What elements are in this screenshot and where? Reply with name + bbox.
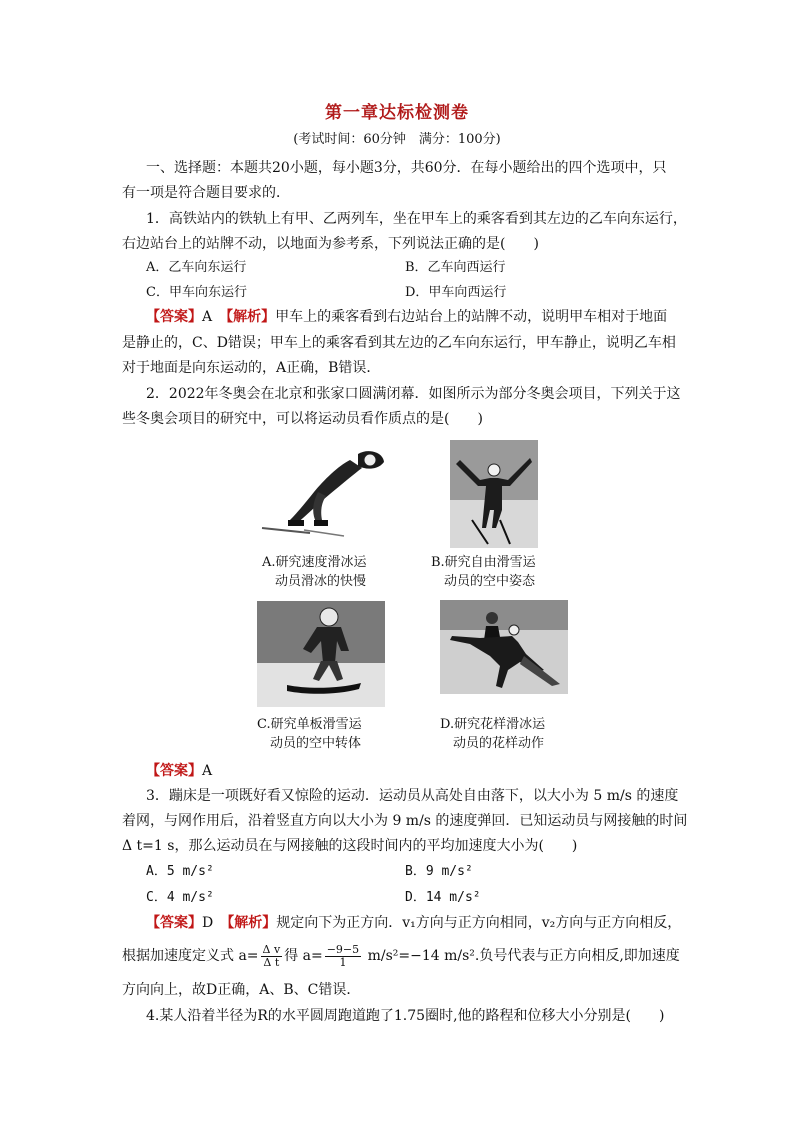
q2-stem-line-1: 2．2022年冬奥会在北京和张家口圆满闭幕．如图所示为部分冬奥会项目，下列关于这: [146, 386, 681, 402]
figure-b-caption-line-1: B.研究自由滑雪运: [431, 555, 536, 570]
answer-value: A: [202, 309, 213, 325]
snowboarder-image: [257, 601, 385, 707]
formula-suffix: m/s²=−14 m/s².负号代表与正方向相反,即加速度: [363, 948, 680, 964]
figure-a-caption-line-2: 动员滑冰的快慢: [275, 574, 367, 589]
section-intro-line-1: 一、选择题：本题共20小题，每小题3分，共60分．在每小题给出的四个选项中，只: [146, 160, 667, 176]
answer-value: D: [202, 915, 214, 931]
explanation-tag: 【解析】: [226, 309, 276, 325]
figure-d-caption-line-1: D.研究花样滑冰运: [440, 717, 546, 732]
fraction-denominator: 1: [339, 955, 347, 969]
fraction-denominator: Δ t: [263, 955, 280, 969]
q1-option-a: A．乙车向东运行: [146, 260, 247, 275]
q1-stem-line-1: 1．高铁站内的铁轨上有甲、乙两列车，坐在甲车上的乘客看到其左边的乙车向东运行，: [146, 211, 687, 227]
q4-stem-line-1: 4.某人沿着半径为R的水平圆周跑道跑了1.75圈时,他的路程和位移大小分别是( ): [146, 1008, 665, 1024]
freestyle-skier-image: [450, 440, 538, 548]
q3-stem-line-1: 3．蹦床是一项既好看又惊险的运动．运动员从高处自由落下，以大小为 5 m/s 的速度: [146, 788, 679, 804]
explanation-text: 规定向下为正方向．v₁方向与正方向相同，v₂方向与正方向相反，: [276, 915, 682, 931]
answer-tag: 【答案】: [146, 763, 202, 779]
formula-prefix: 根据加速度定义式 a=: [122, 948, 259, 964]
answer-tag: 【答案】: [146, 915, 202, 931]
q3-option-c: C．4 m/s²: [146, 890, 214, 905]
q3-option-d: D．14 m/s²: [405, 890, 481, 905]
q1-answer-line-3: 对于地面是向东运动的，A正确，B错误．: [122, 360, 381, 376]
formula-middle: 得 a=: [284, 948, 323, 964]
answer-tag: 【答案】: [146, 309, 202, 325]
section-intro-line-2: 有一项是符合题目要求的．: [122, 185, 290, 201]
exam-info: (考试时间：60分钟 满分：100分): [293, 132, 501, 147]
q3-answer-line-3: 方向向上，故D正确，A、B、C错误．: [122, 982, 361, 998]
fraction-delta-v-over-delta-t: [261, 944, 283, 969]
q3-stem-line-3: Δ t=1 s，那么运动员在与网接触的这段时间内的平均加速度大小为( ): [122, 838, 578, 854]
fraction-numerator: −9−5: [326, 942, 360, 956]
figure-a-caption: [262, 553, 367, 591]
answer-value: A: [202, 763, 213, 779]
explanation-text: 甲车上的乘客看到右边站台上的站牌不动，说明甲车相对于地面: [275, 309, 668, 325]
q1-stem-line-2: 右边站台上的站牌不动，以地面为参考系，下列说法正确的是( ): [122, 236, 539, 252]
q2-answer-line: [146, 761, 706, 781]
speed-skater-image: [258, 440, 396, 546]
figure-a-caption-line-1: A.研究速度滑冰运: [262, 555, 367, 570]
fraction-values: [325, 944, 361, 969]
figure-skaters-image: [440, 600, 568, 694]
figure-b-caption: [431, 553, 536, 591]
figure-c-caption: [257, 715, 362, 753]
q3-answer-line-2: [122, 940, 682, 972]
q3-option-a: A．5 m/s²: [146, 864, 214, 879]
q1-option-d: D．甲车向西运行: [405, 285, 507, 300]
q3-option-b: B．9 m/s²: [405, 864, 473, 879]
explanation-tag: 【解析】: [227, 915, 277, 931]
figure-d-caption: [440, 715, 545, 753]
q3-answer-line-1: [146, 913, 706, 933]
q2-stem-line-2: 些冬奥会项目的研究中，可以将运动员看作质点的是( ): [122, 411, 483, 427]
figure-c-caption-line-2: 动员的空中转体: [270, 736, 362, 751]
q1-option-c: C．甲车向东运行: [146, 285, 247, 300]
figure-d-caption-line-2: 动员的花样动作: [453, 736, 545, 751]
figure-b-caption-line-2: 动员的空中姿态: [444, 574, 536, 589]
q1-answer-line-2: 是静止的，C、D错误；甲车上的乘客看到其左边的乙车向东运行，甲车静止，说明乙车相: [122, 335, 676, 351]
q3-stem-line-2: 着网，与网作用后，沿着竖直方向以大小为 9 m/s 的速度弹回．已知运动员与网接触的时间: [122, 813, 688, 829]
q1-answer-line-1: [146, 307, 706, 327]
figure-c-caption-line-1: C.研究单板滑雪运: [257, 717, 362, 732]
page-title: 第一章达标检测卷: [325, 103, 469, 123]
q1-option-b: B．乙车向西运行: [405, 260, 506, 275]
fraction-numerator: Δ v: [262, 942, 281, 956]
